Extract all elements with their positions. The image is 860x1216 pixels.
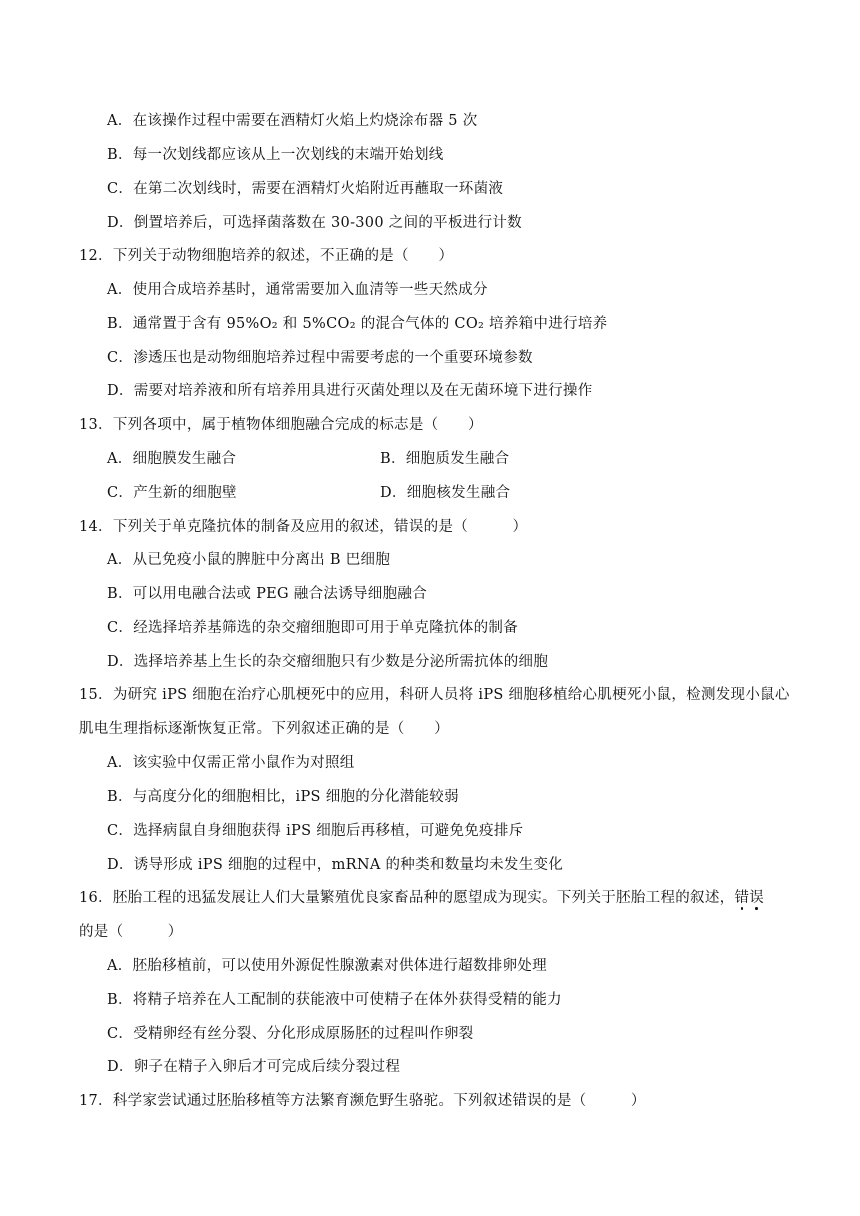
q15-option-b: B．与高度分化的细胞相比，iPS 细胞的分化潜能较弱 — [107, 789, 459, 805]
q14-option-c: C．经选择培养基筛选的杂交瘤细胞即可用于单克隆抗体的制备 — [107, 620, 518, 636]
q14-option-d: D．选择培养基上生长的杂交瘤细胞只有少数是分泌所需抗体的细胞 — [107, 654, 549, 670]
q14-option-a: A．从已免疫小鼠的脾脏中分离出 B 巴细胞 — [107, 552, 391, 568]
q11-option-a: A．在该操作过程中需要在酒精灯火焰上灼烧涂布器 5 次 — [107, 113, 478, 129]
q12-option-b: B．通常置于含有 95%O₂ 和 5%CO₂ 的混合气体的 CO₂ 培养箱中进行培养 — [107, 316, 608, 332]
q15-option-d: D．诱导形成 iPS 细胞的过程中，mRNA 的种类和数量均未发生变化 — [107, 857, 564, 873]
q16-option-a: A．胚胎移植前，可以使用外源促性腺激素对供体进行超数排卵处理 — [107, 958, 547, 974]
q16-option-b: B．将精子培养在人工配制的获能液中可使精子在体外获得受精的能力 — [107, 992, 562, 1008]
q12-option-c: C．渗透压也是动物细胞培养过程中需要考虑的一个重要环境参数 — [107, 350, 533, 366]
q12-stem: 12．下列关于动物细胞培养的叙述，不正确的是（ ） — [79, 248, 454, 264]
q13-stem: 13．下列各项中，属于植物体细胞融合完成的标志是（ ） — [79, 417, 483, 433]
q16-stem-line1 — [79, 888, 764, 908]
q15-option-c: C．选择病鼠自身细胞获得 iPS 细胞后再移植，可避免免疫排斥 — [107, 823, 524, 839]
emphasis-dots — [734, 907, 764, 911]
q12-option-a: A．使用合成培养基时，通常需要加入血清等一些天然成分 — [107, 282, 488, 298]
q16-option-d: D．卵子在精子入卵后才可完成后续分裂过程 — [107, 1059, 401, 1075]
q13-option-a: A．细胞膜发生融合 — [107, 451, 237, 467]
q13-option-c: C．产生新的细胞壁 — [107, 485, 237, 501]
q16-stem-text: 16．胚胎工程的迅猛发展让人们大量繁殖优良家畜品种的愿望成为现实。下列关于胚胎工程的叙述， — [79, 890, 735, 906]
q15-option-a: A．该实验中仅需正常小鼠作为对照组 — [107, 755, 355, 771]
q16-emphasis-word: 错误 — [734, 890, 764, 906]
q11-option-d: D．倒置培养后，可选择菌落数在 30-300 之间的平板进行计数 — [107, 215, 522, 231]
q15-stem-line1: 15．为研究 iPS 细胞在治疗心肌梗死中的应用，科研人员将 iPS 细胞移植给心肌梗死小鼠，检测发现小鼠心 — [79, 687, 790, 703]
q16-stem-line2: 的是（ ） — [79, 924, 183, 940]
q14-option-b: B．可以用电融合法或 PEG 融合法诱导细胞融合 — [107, 586, 427, 602]
q11-option-b: B．每一次划线都应该从上一次划线的末端开始划线 — [107, 147, 444, 163]
q14-stem: 14．下列关于单克隆抗体的制备及应用的叙述，错误的是（ ） — [79, 519, 528, 535]
q12-option-d: D．需要对培养液和所有培养用具进行灭菌处理以及在无菌环境下进行操作 — [107, 383, 593, 399]
q15-stem-line2: 肌电生理指标逐渐恢复正常。下列叙述正确的是（ ） — [79, 721, 449, 737]
q17-stem: 17．科学家尝试通过胚胎移植等方法繁育濒危野生骆驼。下列叙述错误的是（ ） — [79, 1093, 646, 1109]
q16-option-c: C．受精卵经有丝分裂、分化形成原肠胚的过程叫作卵裂 — [107, 1026, 474, 1042]
q11-option-c: C．在第二次划线时，需要在酒精灯火焰附近再蘸取一环菌液 — [107, 181, 504, 197]
q13-option-d: D．细胞核发生融合 — [380, 485, 511, 501]
q13-option-b: B．细胞质发生融合 — [380, 451, 510, 467]
